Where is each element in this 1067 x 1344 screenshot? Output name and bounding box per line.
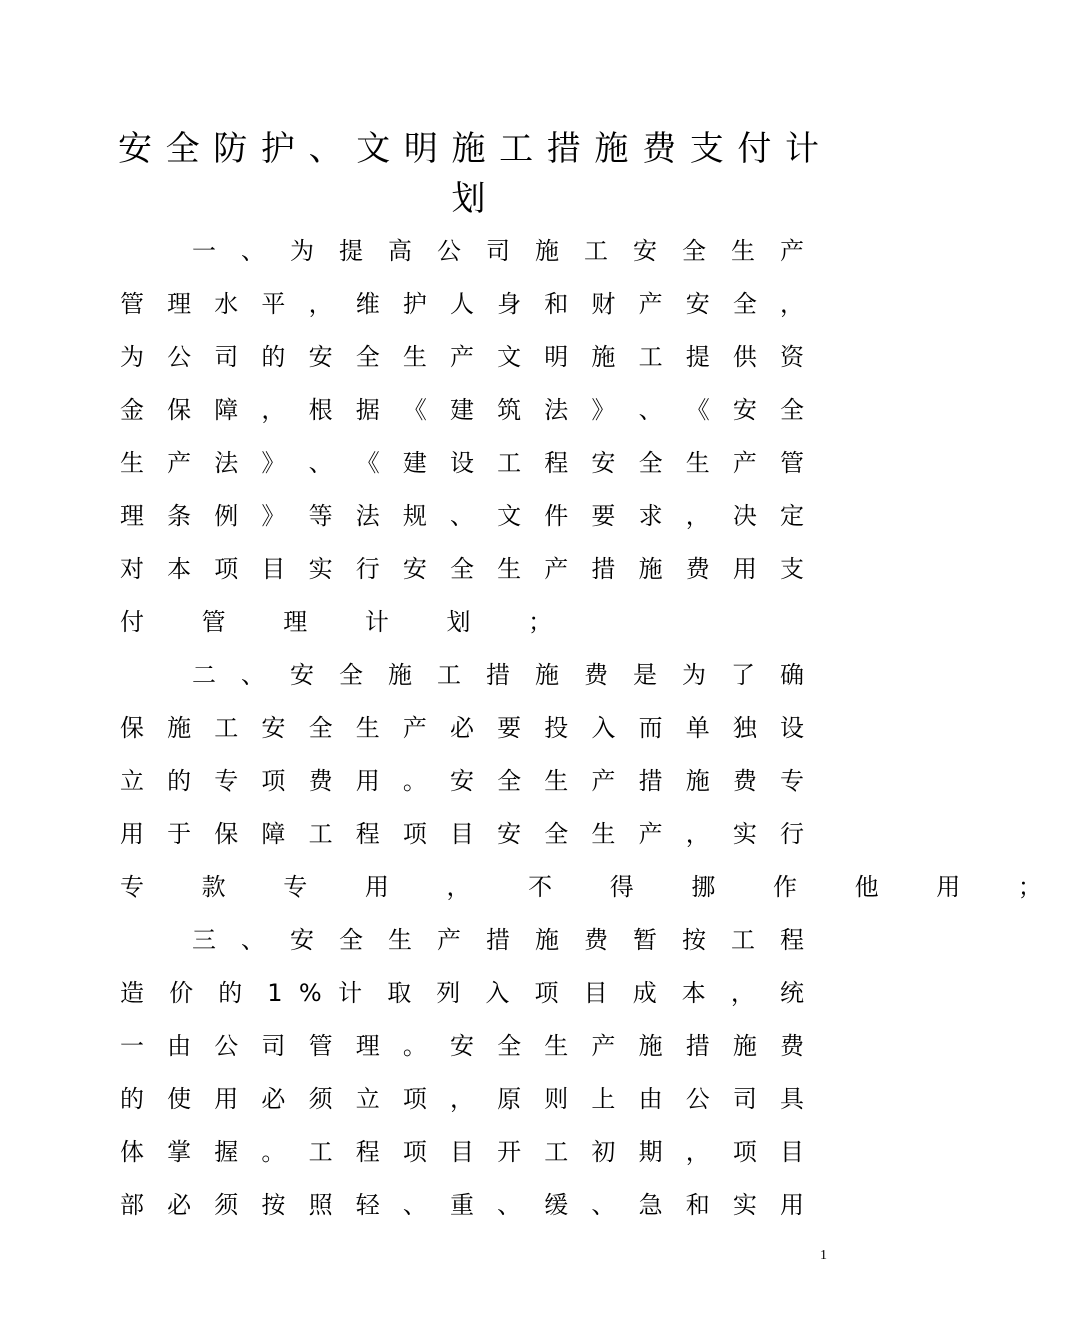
paragraph-1-line-7: 对 本 项 目 实 行 安 全 生 产 措 施 费 用 支: [120, 555, 804, 583]
paragraph-2-line-1: 二 、 安 全 施 工 措 施 费 是 为 了 确: [192, 661, 804, 689]
paragraph-1-line-8: 付 管 理 计 划 ；: [120, 608, 578, 636]
paragraph-2-line-5: 专 款 专 用 ， 不 得 挪 作 他 用 ；: [120, 873, 1067, 901]
paragraph-3-line-6: 部 必 须 按 照 轻 、 重 、 缓 、 急 和 实 用: [120, 1191, 804, 1219]
paragraph-1-line-4: 金 保 障 ， 根 据 《 建 筑 法 》 、 《 安 全: [120, 396, 804, 424]
paragraph-2-line-2: 保 施 工 安 全 生 产 必 要 投 入 而 单 独 设: [120, 714, 804, 742]
paragraph-3-line-4: 的 使 用 必 须 立 项 ， 原 则 上 由 公 司 具: [120, 1085, 804, 1113]
paragraph-2-line-3: 立 的 专 项 费 用 。 安 全 生 产 措 施 费 专: [120, 767, 804, 795]
paragraph-2-line-4: 用 于 保 障 工 程 项 目 安 全 生 产 ， 实 行: [120, 820, 804, 848]
paragraph-3-line-3: 一 由 公 司 管 理 。 安 全 生 产 施 措 施 费: [120, 1032, 804, 1060]
page-number: 1: [820, 1248, 827, 1263]
document-title: 安全防护、文明施工措施费支付计划: [118, 129, 832, 219]
paragraph-1-line-1: 一 、 为 提 高 公 司 施 工 安 全 生 产: [192, 237, 804, 265]
paragraph-1-line-5: 生 产 法 》 、 《 建 设 工 程 安 全 生 产 管: [120, 449, 804, 477]
paragraph-3-line-5: 体 掌 握 。 工 程 项 目 开 工 初 期 ， 项 目: [120, 1138, 804, 1166]
paragraph-3-line-2: 造 价 的 1 % 计 取 列 入 项 目 成 本 ， 统: [120, 979, 804, 1007]
paragraph-1-line-3: 为 公 司 的 安 全 生 产 文 明 施 工 提 供 资: [120, 343, 804, 371]
paragraph-1-line-6: 理 条 例 》 等 法 规 、 文 件 要 求 ， 决 定: [120, 502, 804, 530]
paragraph-1-line-2: 管 理 水 平 ， 维 护 人 身 和 财 产 安 全 ，: [120, 290, 804, 318]
paragraph-3-line-1: 三 、 安 全 生 产 措 施 费 暂 按 工 程: [192, 926, 804, 954]
